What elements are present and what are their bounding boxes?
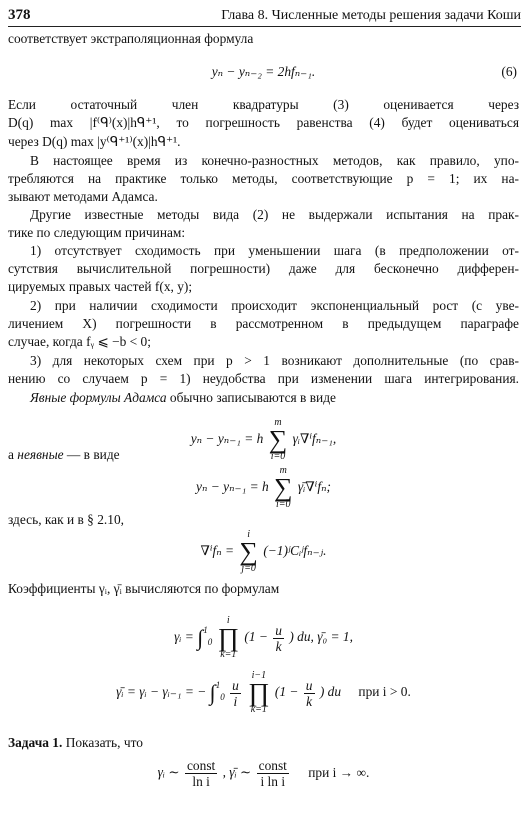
- task-heading: Задача 1. Показать, что: [8, 735, 143, 750]
- equation-number: (6): [501, 64, 517, 79]
- text-line: здесь, как и в § 2.10,: [8, 512, 124, 527]
- text-line: Явные формулы Адамса обычно записываются в виде: [30, 390, 336, 405]
- text-line: D(q) max |f⁽ᑫ⁾(x)|hᑫ⁺¹, то погрешность равенства (4) будет оцениваться: [8, 115, 519, 130]
- text-line: личением X) погрешности в рассмотренном в предыдущем параграфе: [8, 316, 519, 331]
- text-line: соответствует экстраполяционная формула: [8, 31, 254, 46]
- text-line: В настоящее время из конечно-разностных методов, как правило, упо-: [30, 153, 519, 168]
- page-number: 378: [8, 7, 31, 23]
- text-line: через D(q) max |y⁽ᑫ⁺¹⁾(x)|hᑫ⁺¹.: [8, 134, 181, 149]
- text-line: нению со случаем p = 1) неудобства при изменении шага интегрирования.: [8, 371, 519, 386]
- text-line: зывают методами Адамса.: [8, 189, 158, 204]
- text-line: цируемых правых частей f(x, y);: [8, 279, 193, 294]
- text-line: требляются на практике только методы, соответствующие p = 1; их на-: [8, 171, 519, 186]
- text-line: 3) для некоторых схем при p > 1 возникают дополнительные (по срав-: [30, 353, 519, 368]
- equation-task-asymptotics: γᵢ ∼ $\frac{\text{const}}{\text{ln i}}$ , γ̄ᵢ ∼ $\frac{\text{const}}{\text{i ln i}}$ при i → ∞.: [157, 758, 370, 789]
- equation-explicit-adams: yₙ − yₙ₋₁ = h m ∑ i=0 γᵢ∇ⁱfₙ₋₁,: [190, 417, 337, 462]
- equation-gamma: γᵢ = ∫$^1_0$ i ∏ k=1 (1 − $\frac{u}{k}$ ) du, γ̄₀ = 1,: [174, 615, 353, 660]
- text-line: 2) при наличии сходимости происходит экспоненциальный рост (с уве-: [30, 298, 519, 313]
- page-header: [8, 2, 521, 27]
- text-line: 1) отсутствует сходимость при уменьшении шага (в предположении от-: [30, 243, 519, 258]
- text-line: тике по следующим причинам:: [8, 225, 186, 240]
- text-line: Коэффициенты γᵢ, γ̄ᵢ вычисляются по формулам: [8, 581, 280, 596]
- text-line: а неявные — в виде: [8, 447, 120, 462]
- equation-backward-difference: ∇ⁱfₙ = i ∑ j=0 (−1)ʲCᵢʲfₙ₋ⱼ.: [200, 529, 327, 574]
- text-line: сутствия вычислительной погрешности) даже для бесконечно дифферен-: [8, 261, 519, 276]
- text-line: Другие известные методы вида (2) не выдержали испытания на прак-: [30, 207, 519, 222]
- text-line: Если остаточный член квадратуры (3) оценивается через: [8, 97, 519, 112]
- chapter-title: Глава 8. Численные методы решения задачи Коши: [221, 8, 521, 23]
- equation-implicit-adams: yₙ − yₙ₋₁ = h m ∑ i=0 γ̄ᵢ∇ⁱfₙ;: [196, 465, 331, 510]
- equation-6: yₙ − yₙ₋₂ = 2hfₙ₋₁.: [211, 64, 316, 79]
- equation-gamma-bar: γ̄ᵢ = γᵢ − γᵢ₋₁ = − ∫$^1_0$ $\frac{u}{i}$ i−1 ∏ k=1 (1 − $\frac{u}{k}$ ) du при i > 0.: [116, 670, 411, 715]
- text-line: случае, когда fᵧ ⩽ −b < 0;: [8, 334, 151, 349]
